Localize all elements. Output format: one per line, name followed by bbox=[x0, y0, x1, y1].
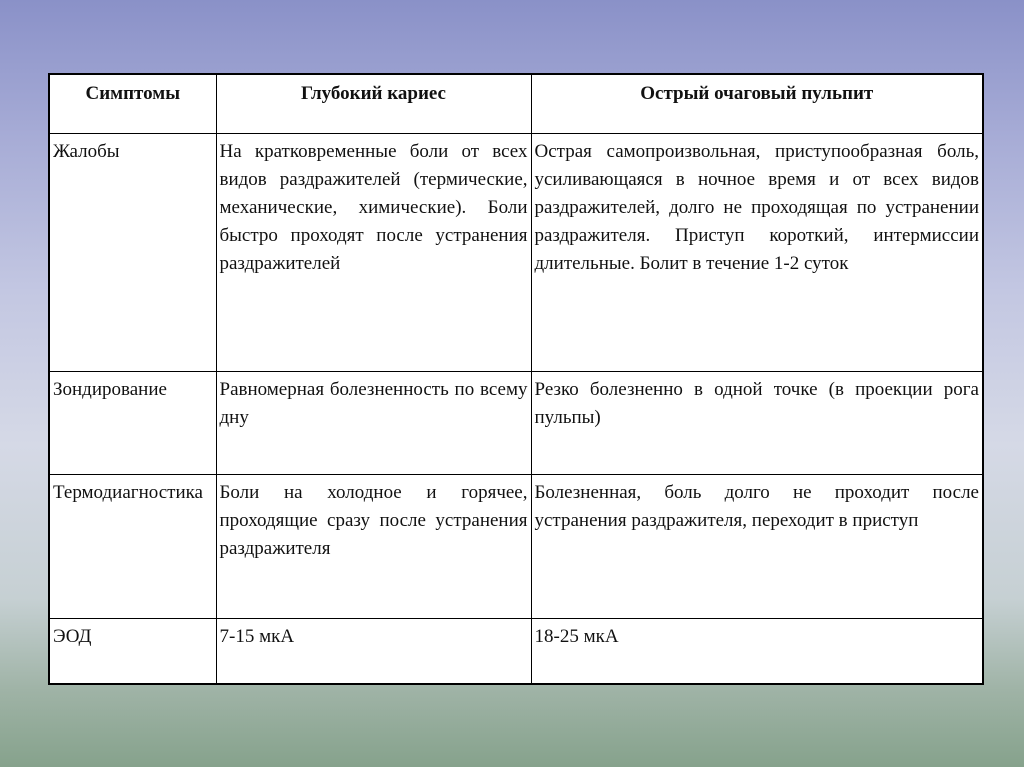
acute-pulpitis-cell: Резко болезненно в одной точке (в проекции рога пульпы) bbox=[531, 372, 983, 475]
header-symptoms: Симптомы bbox=[49, 74, 216, 134]
header-deep-caries: Глубокий кариес bbox=[216, 74, 531, 134]
acute-pulpitis-cell: Болезненная, боль долго не проходит после устранения раздражителя, переходит в приступ bbox=[531, 474, 983, 618]
acute-pulpitis-cell: 18-25 мкА bbox=[531, 618, 983, 684]
symptom-cell: Термодиагностика bbox=[49, 474, 216, 618]
table-row bbox=[49, 474, 983, 618]
table-row bbox=[49, 372, 983, 475]
deep-caries-cell: Равномерная болезненность по всему дну bbox=[216, 372, 531, 475]
comparison-table bbox=[48, 73, 984, 685]
symptom-cell: Зондирование bbox=[49, 372, 216, 475]
deep-caries-cell: Боли на холодное и горячее, проходящие сразу после устранения раздражителя bbox=[216, 474, 531, 618]
deep-caries-cell: 7-15 мкА bbox=[216, 618, 531, 684]
header-acute-pulpitis: Острый очаговый пульпит bbox=[531, 74, 983, 134]
table-header-row bbox=[49, 74, 983, 134]
acute-pulpitis-cell: Острая самопроизвольная, приступообразная боль, усиливающаяся в ночное время и от всех видов раздражителей, долго не проходящая по устранении раздражителя. Приступ короткий, интермиссии длительные. Болит в течение 1-2 суток bbox=[531, 134, 983, 372]
deep-caries-cell: На кратковременные боли от всех видов раздражителей (термические, механические, химические). Боли быстро проходят после устранения раздражителей bbox=[216, 134, 531, 372]
symptom-cell: ЭОД bbox=[49, 618, 216, 684]
table-row bbox=[49, 618, 983, 684]
symptom-cell: Жалобы bbox=[49, 134, 216, 372]
table-row bbox=[49, 134, 983, 372]
